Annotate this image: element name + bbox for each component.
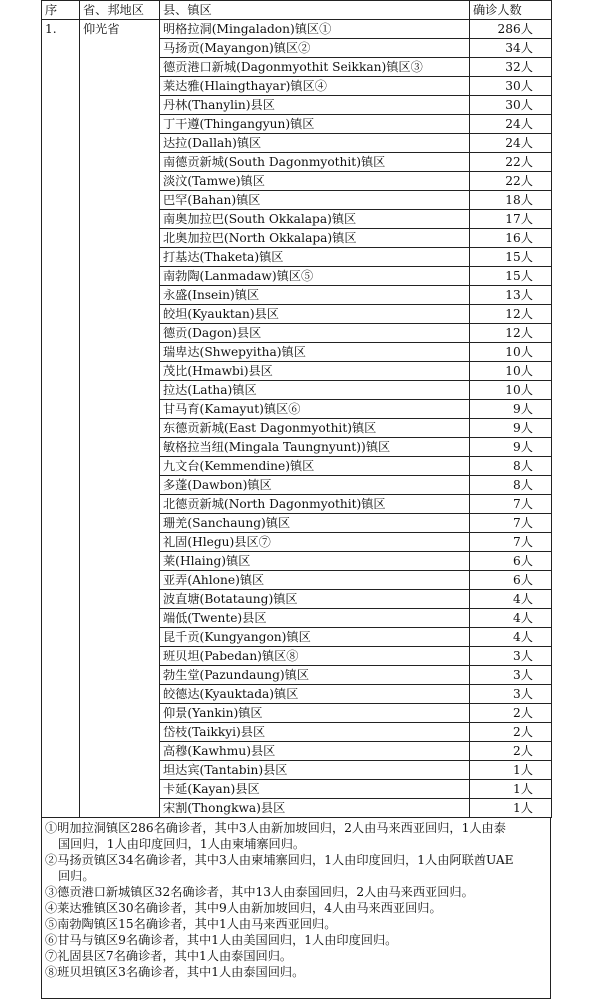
count-cell: 2人 xyxy=(470,704,552,723)
footnote xyxy=(45,932,547,948)
township-cell: 莱(Hlaing)镇区 xyxy=(160,552,470,571)
footnote-text: ⑦礼固县区7名确诊者，其中1人由泰国回归。 xyxy=(45,949,293,963)
count-cell: 6人 xyxy=(470,571,552,590)
township-cell: 北奥加拉巴(North Okkalapa)镇区 xyxy=(160,229,470,248)
township-cell: 礼固(Hlegu)县区⑦ xyxy=(160,533,470,552)
township-cell: 勃生堂(Pazundaung)镇区 xyxy=(160,666,470,685)
township-cell: 卡延(Kayan)县区 xyxy=(160,780,470,799)
count-cell: 22人 xyxy=(470,172,552,191)
count-cell: 10人 xyxy=(470,381,552,400)
row-seq: 1. xyxy=(42,20,80,818)
count-cell: 32人 xyxy=(470,58,552,77)
township-cell: 北德贡新城(North Dagonmyothit)镇区 xyxy=(160,495,470,514)
footnote-text: ②马扬贡镇区34名确诊者，其中3人由柬埔寨回归，1人由印度回归，1人由阿联酋UAE xyxy=(45,853,514,867)
footnote-text: ⑥甘马与镇区9名确诊者，其中1人由美国回归，1人由印度回归。 xyxy=(45,933,398,947)
header-seq: 序 xyxy=(42,1,80,20)
township-cell: 南勃陶(Lanmadaw)镇区⑤ xyxy=(160,267,470,286)
count-cell: 34人 xyxy=(470,39,552,58)
township-cell: 班贝坦(Pabedan)镇区⑧ xyxy=(160,647,470,666)
footnote xyxy=(45,948,547,964)
township-cell: 皎德达(Kyauktada)镇区 xyxy=(160,685,470,704)
footnote-text: ⑤南勃陶镇区15名确诊者，其中1人由马来西亚回归。 xyxy=(45,917,337,931)
count-cell: 16人 xyxy=(470,229,552,248)
count-cell: 15人 xyxy=(470,248,552,267)
township-cell: 高穆(Kawhmu)县区 xyxy=(160,742,470,761)
township-cell: 宋割(Thongkwa)县区 xyxy=(160,799,470,818)
footnote xyxy=(45,916,547,932)
table-row xyxy=(42,20,552,39)
footnote xyxy=(45,820,547,852)
footnote-text: ④莱达雅镇区30名确诊者，其中9人由新加坡回归，4人由马来西亚回归。 xyxy=(45,901,442,915)
count-cell: 7人 xyxy=(470,514,552,533)
township-cell: 坦达宾(Tantabin)县区 xyxy=(160,761,470,780)
count-cell: 1人 xyxy=(470,761,552,780)
header-row xyxy=(42,1,552,20)
count-cell: 7人 xyxy=(470,533,552,552)
footnotes xyxy=(41,818,551,999)
township-cell: 丹林(Thanylin)县区 xyxy=(160,96,470,115)
township-cell: 丁干遵(Thingangyun)镇区 xyxy=(160,115,470,134)
count-cell: 4人 xyxy=(470,609,552,628)
township-cell: 打基达(Thaketa)镇区 xyxy=(160,248,470,267)
footnote-text: ③德贡港口新城镇区32名确诊者，其中13人由泰国回归，2人由马来西亚回归。 xyxy=(45,885,474,899)
township-cell: 多蓬(Dawbon)镇区 xyxy=(160,476,470,495)
count-cell: 12人 xyxy=(470,324,552,343)
township-cell: 巴罕(Bahan)镇区 xyxy=(160,191,470,210)
township-cell: 拉达(Latha)镇区 xyxy=(160,381,470,400)
case-table xyxy=(41,0,552,818)
township-cell: 永盛(Insein)镇区 xyxy=(160,286,470,305)
count-cell: 2人 xyxy=(470,742,552,761)
township-cell: 端低(Twente)县区 xyxy=(160,609,470,628)
footnote xyxy=(45,884,547,900)
township-cell: 珊羌(Sanchaung)镇区 xyxy=(160,514,470,533)
count-cell: 10人 xyxy=(470,343,552,362)
township-cell: 茂比(Hmawbi)县区 xyxy=(160,362,470,381)
township-cell: 德贡(Dagon)县区 xyxy=(160,324,470,343)
township-cell: 仰景(Yankin)镇区 xyxy=(160,704,470,723)
footnote xyxy=(45,964,547,980)
count-cell: 286人 xyxy=(470,20,552,39)
footnote xyxy=(45,900,547,916)
count-cell: 12人 xyxy=(470,305,552,324)
count-cell: 30人 xyxy=(470,96,552,115)
township-cell: 马扬贡(Mayangon)镇区② xyxy=(160,39,470,58)
count-cell: 22人 xyxy=(470,153,552,172)
count-cell: 3人 xyxy=(470,666,552,685)
footnote-text: ①明加拉洞镇区286名确诊者，其中3人由新加坡回归，2人由马来西亚回归，1人由泰 xyxy=(45,821,506,835)
township-cell: 甘马育(Kamayut)镇区⑥ xyxy=(160,400,470,419)
township-cell: 敏格拉当纽(Mingala Taungnyunt))镇区 xyxy=(160,438,470,457)
case-table-sheet xyxy=(41,0,551,999)
count-cell: 3人 xyxy=(470,685,552,704)
count-cell: 2人 xyxy=(470,723,552,742)
township-cell: 东德贡新城(East Dagonmyothit)镇区 xyxy=(160,419,470,438)
count-cell: 9人 xyxy=(470,438,552,457)
count-cell: 10人 xyxy=(470,362,552,381)
township-cell: 九文台(Kemmendine)镇区 xyxy=(160,457,470,476)
township-cell: 南德贡新城(South Dagonmyothit)镇区 xyxy=(160,153,470,172)
township-cell: 皎坦(Kyauktan)县区 xyxy=(160,305,470,324)
count-cell: 6人 xyxy=(470,552,552,571)
count-cell: 4人 xyxy=(470,628,552,647)
township-cell: 明格拉洞(Mingaladon)镇区① xyxy=(160,20,470,39)
count-cell: 7人 xyxy=(470,495,552,514)
count-cell: 30人 xyxy=(470,77,552,96)
township-cell: 达拉(Dallah)镇区 xyxy=(160,134,470,153)
count-cell: 24人 xyxy=(470,134,552,153)
count-cell: 13人 xyxy=(470,286,552,305)
township-cell: 波直塘(Botataung)镇区 xyxy=(160,590,470,609)
footnote xyxy=(45,852,547,884)
count-cell: 8人 xyxy=(470,457,552,476)
township-cell: 德贡港口新城(Dagonmyothit Seikkan)镇区③ xyxy=(160,58,470,77)
footnote-continuation: 国回归，1人由印度回归，1人由柬埔寨回归。 xyxy=(58,837,306,851)
row-province: 仰光省 xyxy=(80,20,160,818)
count-cell: 17人 xyxy=(470,210,552,229)
table-body xyxy=(42,20,552,818)
footnote-text: ⑧班贝坦镇区3名确诊者，其中1人由泰国回归。 xyxy=(45,965,305,979)
header-province: 省、邦地区 xyxy=(80,1,160,20)
count-cell: 15人 xyxy=(470,267,552,286)
count-cell: 4人 xyxy=(470,590,552,609)
count-cell: 1人 xyxy=(470,799,552,818)
township-cell: 昆千贡(Kungyangon)镇区 xyxy=(160,628,470,647)
count-cell: 9人 xyxy=(470,400,552,419)
count-cell: 9人 xyxy=(470,419,552,438)
count-cell: 1人 xyxy=(470,780,552,799)
count-cell: 3人 xyxy=(470,647,552,666)
township-cell: 瑞卑达(Shwepyitha)镇区 xyxy=(160,343,470,362)
count-cell: 8人 xyxy=(470,476,552,495)
township-cell: 南奥加拉巴(South Okkalapa)镇区 xyxy=(160,210,470,229)
township-cell: 淡汶(Tamwe)镇区 xyxy=(160,172,470,191)
count-cell: 18人 xyxy=(470,191,552,210)
header-count: 确诊人数 xyxy=(470,1,552,20)
township-cell: 亚弄(Ahlone)镇区 xyxy=(160,571,470,590)
header-township: 县、镇区 xyxy=(160,1,470,20)
township-cell: 莱达雅(Hlaingthayar)镇区④ xyxy=(160,77,470,96)
count-cell: 24人 xyxy=(470,115,552,134)
footnote-continuation: 回归。 xyxy=(58,869,95,883)
township-cell: 岱枝(Taikkyi)县区 xyxy=(160,723,470,742)
